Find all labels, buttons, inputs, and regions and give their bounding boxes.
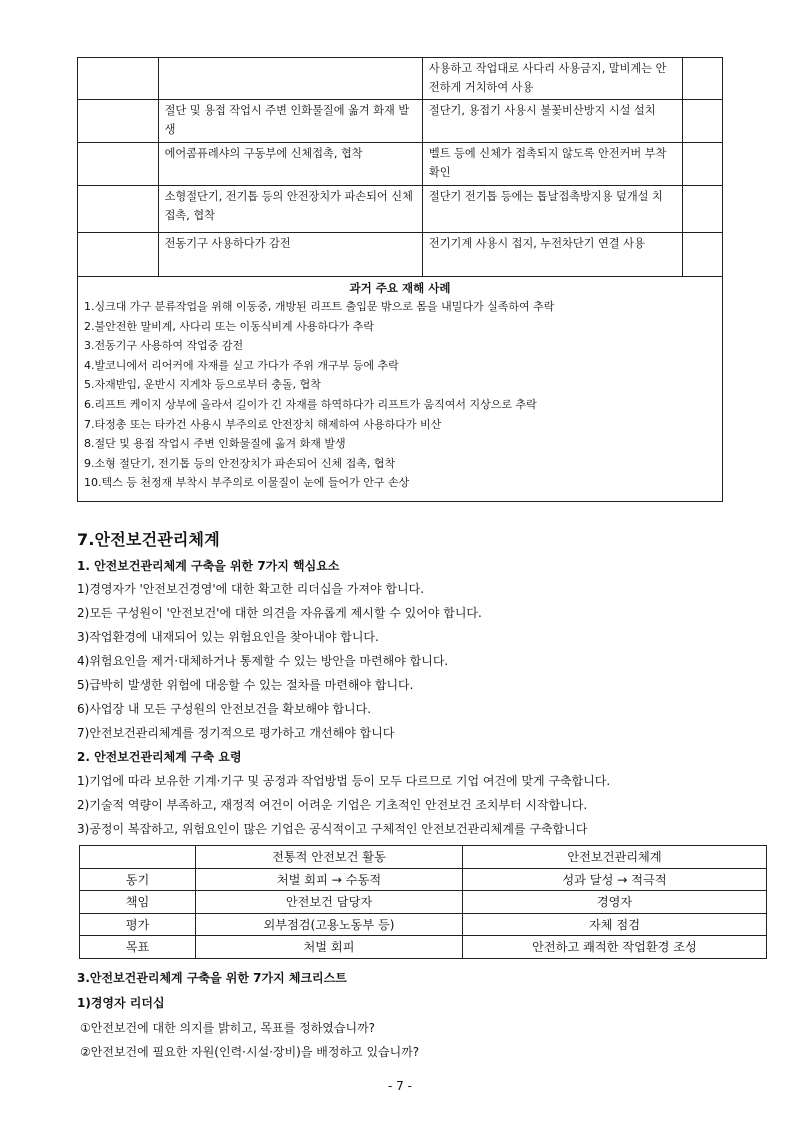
table-row <box>78 100 723 143</box>
table-row <box>78 58 723 100</box>
hazard-cell <box>158 58 422 100</box>
measure-cell: 절단기 전기톱 등에는 톱날접촉방지용 덮개설 치 <box>422 186 682 233</box>
table-cell: 안전하고 쾌적한 작업환경 조성 <box>463 936 767 959</box>
list-item: 2)모든 구성원이 '안전보건'에 대한 의견을 자유롭게 제시할 수 있어야 합니다. <box>77 606 482 620</box>
list-item: 7)안전보건관리체계를 정기적으로 평가하고 개선해야 합니다 <box>77 726 395 740</box>
past-cases-row <box>78 277 723 502</box>
measure-cell: 벨트 등에 신체가 접촉되지 않도록 안전커버 부착 확인 <box>422 143 682 186</box>
row-label: 평가 <box>80 913 196 936</box>
hazard-cell: 전동기구 사용하다가 감전 <box>158 233 422 277</box>
list-item: 3)작업환경에 내재되어 있는 위험요인을 찾아내야 합니다. <box>77 630 379 644</box>
table-row <box>78 186 723 233</box>
checklist-heading: 1)경영자 리더십 <box>77 996 165 1010</box>
past-case-item: 5.자재반입, 운반시 지게차 등으로부터 충돌, 협착 <box>84 378 321 392</box>
past-case-item: 3.전동기구 사용하여 작업중 감전 <box>84 339 244 353</box>
hazard-cell: 절단 및 용접 작업시 주변 인화물질에 옮겨 화재 발생 <box>158 100 422 143</box>
table-cell: 처벌 회피 → 수동적 <box>196 868 463 891</box>
past-case-item: 7.타정총 또는 타카건 사용시 부주의로 안전장치 해제하여 사용하다가 비산 <box>84 417 442 431</box>
table-cell: 안전보건 담당자 <box>196 891 463 914</box>
table-cell: 경영자 <box>463 891 767 914</box>
table-cell: 자체 점검 <box>463 913 767 936</box>
checklist-item: ②안전보건에 필요한 자원(인력·시설·장비)을 배정하고 있습니까? <box>80 1045 420 1059</box>
hazard-cell: 에어콤퓨레샤의 구동부에 신체접촉, 협착 <box>158 143 422 186</box>
table-header-row <box>80 846 767 869</box>
past-case-item: 6.리프트 케이지 상부에 올라서 길이가 긴 자재를 하역하다가 리프트가 움직여서 지상으로 추락 <box>84 397 537 411</box>
subsection-title: 2. 안전보건관리체계 구축 요령 <box>77 750 242 764</box>
table-cell: 외부점검(고용노동부 등) <box>196 913 463 936</box>
row-label: 책임 <box>80 891 196 914</box>
row-label: 동기 <box>80 868 196 891</box>
past-case-item: 9.소형 절단기, 전기톱 등의 안전장치가 파손되어 신체 접촉, 협착 <box>84 456 396 470</box>
header-cell: 전통적 안전보건 활동 <box>196 846 463 869</box>
past-cases-title: 과거 주요 재해 사례 <box>349 281 451 295</box>
subsection-title: 3.안전보건관리체계 구축을 위한 7가지 체크리스트 <box>77 971 347 985</box>
page-number: - 7 - <box>388 1079 412 1093</box>
table-row <box>80 868 767 891</box>
table-row <box>78 233 723 277</box>
list-item: 6)사업장 내 모든 구성원의 안전보건을 확보해야 합니다. <box>77 702 372 716</box>
table-row <box>78 143 723 186</box>
past-case-item: 10.텍스 등 천정재 부착시 부주의로 이물질이 눈에 들어가 안구 손상 <box>84 476 410 490</box>
header-cell: 안전보건관리체계 <box>463 846 767 869</box>
list-item: 1)기업에 따라 보유한 기계·기구 및 공정과 작업방법 등이 모두 다르므로 기업 여건에 맞게 구축합니다. <box>77 774 611 788</box>
row-label: 목표 <box>80 936 196 959</box>
past-case-item: 4.발코니에서 리어커에 자재를 싣고 가다가 주위 개구부 등에 추락 <box>84 358 399 372</box>
subsection-title: 1. 안전보건관리체계 구축을 위한 7가지 핵심요소 <box>77 559 340 573</box>
measure-cell: 사용하고 작업대로 사다리 사용금지, 말비계는 안전하게 거치하여 사용 <box>422 58 682 100</box>
section-title: 7.안전보건관리체계 <box>77 530 220 549</box>
list-item: 3)공정이 복잡하고, 위험요인이 많은 기업은 공식적이고 구체적인 안전보건관리체계를 구축합니다 <box>77 822 588 836</box>
risk-measure-table <box>77 57 723 502</box>
past-case-item: 8.절단 및 용접 작업시 주변 인화물질에 옮겨 화재 발생 <box>84 437 346 451</box>
measure-cell: 전기기계 사용시 접지, 누전차단기 연결 사용 <box>422 233 682 277</box>
list-item: 4)위험요인을 제거·대체하거나 통제할 수 있는 방안을 마련해야 합니다. <box>77 654 449 668</box>
table-cell: 성과 달성 → 적극적 <box>463 868 767 891</box>
comparison-table <box>79 845 767 959</box>
table-row <box>80 913 767 936</box>
measure-cell: 절단기, 용접기 사용시 불꽃비산방지 시설 설치 <box>422 100 682 143</box>
list-item: 2)기술적 역량이 부족하고, 재정적 여건이 어려운 기업은 기초적인 안전보건 조치부터 시작합니다. <box>77 798 588 812</box>
checklist-item: ①안전보건에 대한 의지를 밝히고, 목표를 정하였습니까? <box>80 1021 376 1035</box>
list-item: 5)급박히 발생한 위험에 대응할 수 있는 절차를 마련해야 합니다. <box>77 678 414 692</box>
hazard-cell: 소형절단기, 전기톱 등의 안전장치가 파손되어 신체접촉, 협착 <box>158 186 422 233</box>
table-row <box>80 936 767 959</box>
past-case-item: 1.싱크대 가구 분류작업을 위해 이동중, 개방된 리프트 출입문 밖으로 몸을 내밀다가 실족하여 추락 <box>84 300 555 313</box>
header-cell <box>80 846 196 869</box>
list-item: 1)경영자가 '안전보건경영'에 대한 확고한 리더십을 가져야 합니다. <box>77 582 425 596</box>
table-row <box>80 891 767 914</box>
past-case-item: 2.불안전한 말비계, 사다리 또는 이동식비계 사용하다가 추락 <box>84 319 374 333</box>
table-cell: 처벌 회피 <box>196 936 463 959</box>
